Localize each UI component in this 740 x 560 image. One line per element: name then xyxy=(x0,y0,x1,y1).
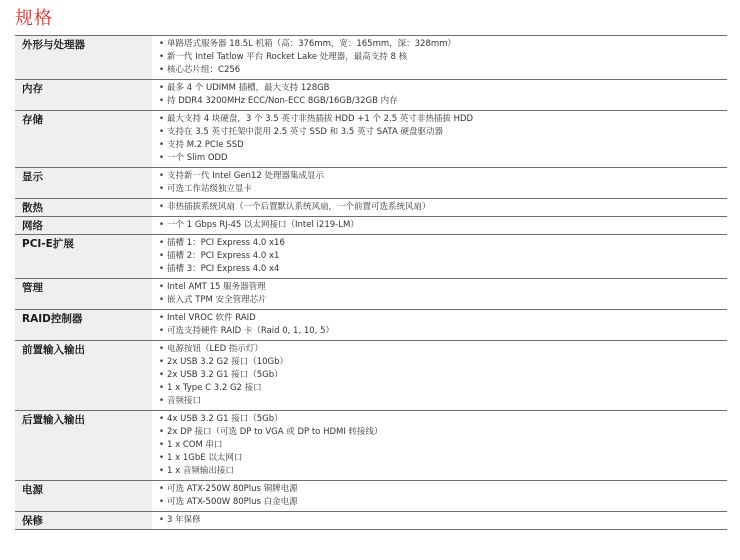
spec-table-body xyxy=(15,36,727,530)
spec-row-label: 显示 xyxy=(15,168,152,199)
spec-item-list xyxy=(159,514,727,527)
spec-item-list xyxy=(159,38,727,77)
spec-row xyxy=(15,111,727,168)
spec-item-list xyxy=(159,312,727,338)
spec-row-label: RAID控制器 xyxy=(15,310,152,341)
spec-item: • 核心芯片组：C256 xyxy=(159,64,727,77)
spec-row-label: 散热 xyxy=(15,199,152,217)
spec-item-list xyxy=(159,483,727,509)
spec-item: • 4x USB 3.2 G1 接口（5Gb） xyxy=(159,413,727,426)
spec-row xyxy=(15,80,727,111)
spec-item-list xyxy=(159,237,727,276)
page-title: 规格 xyxy=(15,8,53,29)
spec-item: • 3 年保修 xyxy=(159,514,727,527)
spec-item: • 一个 Slim ODD xyxy=(159,152,727,165)
spec-item: • 2x USB 3.2 G2 接口（10Gb） xyxy=(159,356,727,369)
spec-row xyxy=(15,341,727,411)
spec-row xyxy=(15,36,727,80)
spec-row-values xyxy=(152,36,727,80)
spec-item: • 单路塔式服务器 18.5L 机箱（高：376mm，宽：165mm，深：328mm） xyxy=(159,38,727,51)
spec-item: • 支持 M.2 PCIe SSD xyxy=(159,139,727,152)
spec-row-values xyxy=(152,80,727,111)
spec-item-list xyxy=(159,413,727,478)
spec-row-values xyxy=(152,235,727,279)
spec-item: • 1 x COM 串口 xyxy=(159,439,727,452)
spec-item: • 一个 1 Gbps RJ-45 以太网接口（Intel i219-LM） xyxy=(159,219,727,232)
spec-row xyxy=(15,235,727,279)
spec-table xyxy=(15,35,727,530)
spec-row-values xyxy=(152,199,727,217)
spec-item: • 支持在 3.5 英寸托架中混用 2.5 英寸 SSD 和 3.5 英寸 SATA 硬盘驱动器 xyxy=(159,126,727,139)
spec-item: • 非热插拔系统风扇（一个后置默认系统风扇，一个前置可选系统风扇） xyxy=(159,201,727,214)
spec-row-label: 内存 xyxy=(15,80,152,111)
spec-item: • 2x DP 接口（可选 DP to VGA 或 DP to HDMI 转接线） xyxy=(159,426,727,439)
spec-row-label: 网络 xyxy=(15,217,152,235)
spec-row-label: 存储 xyxy=(15,111,152,168)
spec-item: • 嵌入式 TPM 安全管理芯片 xyxy=(159,294,727,307)
spec-item: • 新一代 Intel Tatlow 平台 Rocket Lake 处理器，最高支持 8 核 xyxy=(159,51,727,64)
spec-row-values xyxy=(152,341,727,411)
spec-item: • Intel VROC 软件 RAID xyxy=(159,312,727,325)
spec-item: • 1 x 音频输出接口 xyxy=(159,465,727,478)
spec-item: • 音频接口 xyxy=(159,395,727,408)
spec-item: • Intel AMT 15 服务器管理 xyxy=(159,281,727,294)
spec-row xyxy=(15,168,727,199)
spec-row xyxy=(15,310,727,341)
spec-row-label: 前置输入输出 xyxy=(15,341,152,411)
spec-row-values xyxy=(152,310,727,341)
spec-item: • 1 x Type C 3.2 G2 接口 xyxy=(159,382,727,395)
spec-row xyxy=(15,512,727,530)
spec-row xyxy=(15,279,727,310)
spec-row xyxy=(15,217,727,235)
spec-item: • 插槽 1：PCI Express 4.0 x16 xyxy=(159,237,727,250)
spec-row-values xyxy=(152,279,727,310)
spec-item: • 最大支持 4 块硬盘，3 个 3.5 英寸非热插拔 HDD +1 个 2.5 英寸非热插拔 HDD xyxy=(159,113,727,126)
spec-row-label: PCI-E扩展 xyxy=(15,235,152,279)
spec-item: • 电源按钮（LED 指示灯） xyxy=(159,343,727,356)
spec-item: • 持 DDR4 3200MHz ECC/Non-ECC 8GB/16GB/32GB 内存 xyxy=(159,95,727,108)
spec-row-label: 电源 xyxy=(15,481,152,512)
spec-row-label: 后置输入输出 xyxy=(15,411,152,481)
spec-item-list xyxy=(159,201,727,214)
spec-row xyxy=(15,481,727,512)
spec-item: • 可选 ATX-250W 80Plus 铜牌电源 xyxy=(159,483,727,496)
spec-row-label: 管理 xyxy=(15,279,152,310)
spec-item: • 可选 ATX-500W 80Plus 白金电源 xyxy=(159,496,727,509)
spec-row xyxy=(15,199,727,217)
spec-row-values xyxy=(152,168,727,199)
spec-item-list xyxy=(159,170,727,196)
spec-item: • 可选支持硬件 RAID 卡（Raid 0, 1, 10, 5） xyxy=(159,325,727,338)
spec-row xyxy=(15,411,727,481)
spec-item-list xyxy=(159,219,727,232)
spec-row-values xyxy=(152,217,727,235)
spec-row-values xyxy=(152,512,727,530)
spec-row-label: 外形与处理器 xyxy=(15,36,152,80)
spec-row-values xyxy=(152,481,727,512)
spec-item: • 可选工作站级独立显卡 xyxy=(159,183,727,196)
spec-row-values xyxy=(152,411,727,481)
spec-item: • 插槽 2：PCI Express 4.0 x1 xyxy=(159,250,727,263)
spec-item: • 2x USB 3.2 G1 接口（5Gb） xyxy=(159,369,727,382)
spec-item: • 支持新一代 Intel Gen12 处理器集成显示 xyxy=(159,170,727,183)
spec-item: • 插槽 3：PCI Express 4.0 x4 xyxy=(159,263,727,276)
spec-item: • 最多 4 个 UDIMM 插槽，最大支持 128GB xyxy=(159,82,727,95)
spec-item: • 1 x 1GbE 以太网口 xyxy=(159,452,727,465)
spec-row-values xyxy=(152,111,727,168)
spec-item-list xyxy=(159,281,727,307)
spec-item-list xyxy=(159,113,727,165)
spec-item-list xyxy=(159,343,727,408)
spec-item-list xyxy=(159,82,727,108)
spec-row-label: 保修 xyxy=(15,512,152,530)
